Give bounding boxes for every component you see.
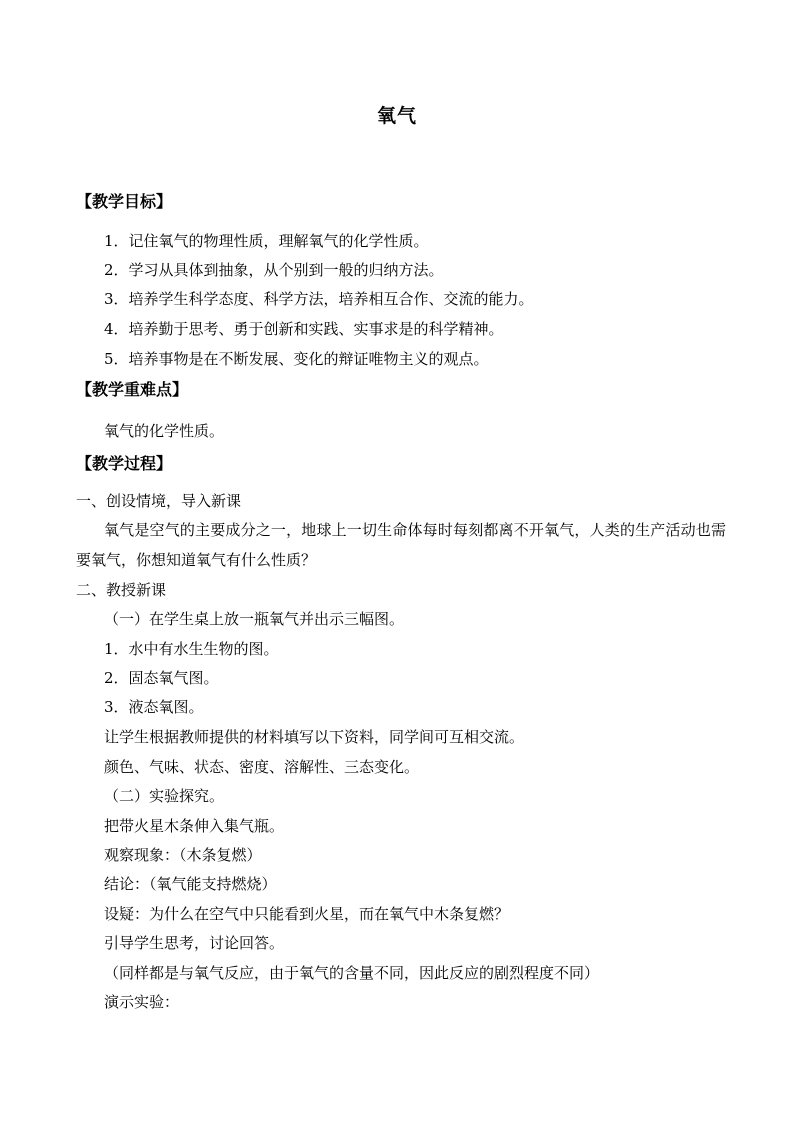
process-line-1: （一）在学生桌上放一瓶氧气并出示三幅图。 bbox=[104, 610, 405, 628]
process-line-2: 1．水中有水生生物的图。 bbox=[104, 640, 279, 658]
heading-objectives: 【教学目标】 bbox=[76, 192, 173, 211]
objective-item-3: 3．培养学生科学态度、科学方法，培养相互合作、交流的能力。 bbox=[104, 290, 534, 308]
objective-item-5: 5．培养事物是在不断发展、变化的辩证唯物主义的观点。 bbox=[104, 350, 489, 368]
process-part1-title: 一、创设情境，导入新课 bbox=[76, 492, 242, 510]
objective-item-4: 4．培养勤于思考、勇于创新和实践、实事求是的科学精神。 bbox=[104, 320, 504, 338]
key-points-text: 氧气的化学性质。 bbox=[104, 422, 225, 440]
objective-item-2: 2．学习从具体到抽象，从个别到一般的归纳方法。 bbox=[104, 261, 444, 279]
process-line-7: （二）实验探究。 bbox=[104, 787, 225, 805]
process-part1-paragraph: 氧气是空气的主要成分之一，地球上一切生命体每时每刻都离不开氧气，人类的生产活动也需要氧气，你想知道氧气有什么性质？ bbox=[76, 521, 726, 569]
process-line-14: 演示实验： bbox=[104, 993, 180, 1011]
process-line-9: 观察现象：（木条复燃） bbox=[104, 846, 262, 864]
objective-item-1: 1．记住氧气的物理性质，理解氧气的化学性质。 bbox=[104, 232, 429, 250]
process-line-4: 3．液态氧图。 bbox=[104, 698, 204, 716]
process-line-10: 结论：（氧气能支持燃烧） bbox=[104, 875, 277, 893]
process-line-8: 把带火星木条伸入集气瓶。 bbox=[104, 817, 285, 835]
document-title: 氧气 bbox=[376, 105, 417, 127]
process-line-11: 设疑：为什么在空气中只能看到火星，而在氧气中木条复燃？ bbox=[104, 905, 510, 923]
heading-process: 【教学过程】 bbox=[76, 454, 173, 473]
process-line-12: 引导学生思考，讨论回答。 bbox=[104, 934, 285, 952]
process-line-5: 让学生根据教师提供的材料填写以下资料，同学间可互相交流。 bbox=[104, 728, 525, 746]
heading-key-points: 【教学重难点】 bbox=[76, 380, 189, 399]
process-line-6: 颜色、气味、状态、密度、溶解性、三态变化。 bbox=[104, 758, 420, 776]
process-line-13: （同样都是与氧气反应，由于氧气的含量不同，因此反应的剧烈程度不同） bbox=[104, 964, 600, 982]
process-part2-title: 二、教授新课 bbox=[76, 581, 167, 599]
process-line-3: 2．固态氧气图。 bbox=[104, 669, 219, 687]
